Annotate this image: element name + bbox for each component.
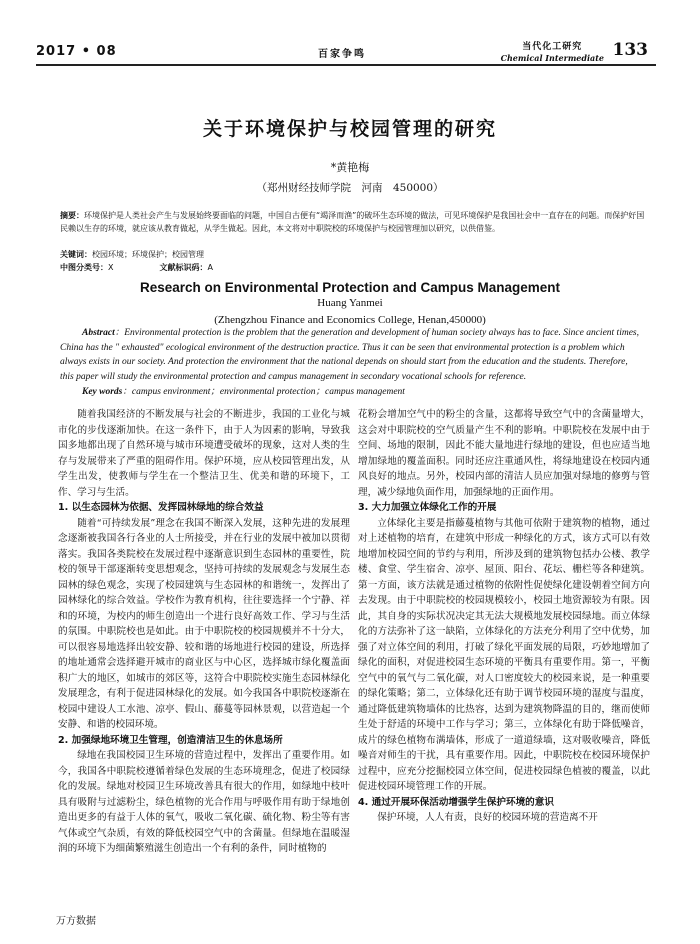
body-column-right xyxy=(358,407,650,826)
keywords-en xyxy=(82,383,642,397)
keywords-cn xyxy=(60,248,645,261)
section-heading-2: 2. 加强绿地环境卫生管理，创造清洁卫生的休息场所 xyxy=(58,734,283,746)
classification-line xyxy=(60,261,645,274)
keywords-en-text: ：campus environment；environmental protection；campus management xyxy=(122,387,405,397)
abstract-cn-text: 环境保护是人类社会产生与发展始终要面临的问题，中国自古便有“竭泽而渔”的破坏生态环境的做法，可见环境保护是我国社会中一直存在的问题。而保护好国民赖以生存的环境，就应该从教育做起，从学生做起。因此，本文将对中职院校的环境保护与校园管理加以研究，以供借鉴。 xyxy=(60,211,645,233)
section-heading-4: 4. 通过开展环保活动增强学生保护环境的意识 xyxy=(358,796,554,808)
journal-name-en: Chemical Intermediate xyxy=(500,53,604,63)
keywords-cn-text: 校园环境；环境保护；校园管理 xyxy=(92,250,204,259)
class-label: 中图分类号： xyxy=(60,263,108,272)
class-value: X xyxy=(108,263,114,272)
footer-source: 万方数据 xyxy=(56,916,96,927)
keywords-cn-label: 关键词： xyxy=(60,250,92,259)
header-rule xyxy=(36,64,656,66)
abstract-en-text: ：Environmental protection is the problem that the generation and development of human society always has to face. Since ancient times, China has the " exhausted" ecological environment of the destruction practice. Thus it can be seen that environmental protection is a problem which always exists in our society. And protection the environment that the national depends on should start from the education and the students. Therefore, this paper will study the environmental protection and campus management in secondary vocational schools for reference. xyxy=(60,328,639,382)
article-title-en: Research on Environmental Protection and Campus Management xyxy=(139,280,561,295)
section-heading-3: 3. 大力加强立体绿化工作的开展 xyxy=(358,502,497,513)
continued-paragraph: 花粉会增加空气中的粉尘的含量，这都将导致空气中的含菌量增大，这会对中职院校的空气质量产生不利的影响。中职院校在发展中由于空间、场地的限制，因此不能大量地进行绿地的建设，但也应适当地增加绿地的覆盖面积。同时还应注重通风性，将绿地建设在校园内通风良好的地点。另外，校园内部的清洁人员应加强对绿地的修剪与管理，减少绿地负面作用，加强绿地的正面作用。 xyxy=(358,409,650,498)
section-3-paragraph: 立体绿化主要是指藤蔓植物与其他可依附于建筑物的植物，通过对上述植物的培育，在建筑中形成一种绿化的方式，该方式可以有效地增加校园空间的节约与利用，所涉及到的建筑物包括办公楼、教学楼、食堂、学生宿舍、凉亭、屋顶、阳台、花坛、栅栏等各种建筑。第一方面，该方法就是通过植物的依附性促使绿化建设朝着空间方向去发现。由于中职院校的校园规模较小，校园土地资源较为有限。因此，其自身的实际状况决定其无法大规模地发展校园绿地。而立体绿化的方法弥补了这一缺陷，立体绿化的方法充分利用了空中优势，加强了对立体空间的利用，打破了绿化平面发展的局限，巧妙地增加了绿化的面积，对促进校园生态环境的平衡具有重要作用。第一，平衡空气中的氧气与二氧化碳，对人口密度较大的校园来说，是一种重要的绿化策略；第二，立体绿化还有助于调节校园环境的湿度与温度，通过降低建筑物墙体的比热容，达到为建筑物降温的目的，继而使师生处于舒适的环境中工作与学习；第三，立体绿化有助于降低噪音，成片的绿色植物布满墙体，形成了一道道绿墙，这对吸收噪音，降低噪音对师生的干扰，具有重要作用。因此，中职院校在校园环境保护过程中，应充分挖掘校园立体空间，促进校园绿色植被的覆盖，以此促进校园环境管理工作的开展。 xyxy=(358,517,650,792)
abstract-cn xyxy=(60,209,645,235)
author-cn: *黄艳梅 xyxy=(330,161,370,174)
author-en: Huang Yanmei xyxy=(317,297,383,309)
doc-code-value: A xyxy=(207,263,213,272)
section-2-paragraph: 绿地在我国校园卫生环境的营造过程中，发挥出了重要作用。如今，我国各中职院校遵循着绿色发展的生态环境理念，促进了校园绿化的发展。绿地对校园卫生环境改善具有很大的作用，如绿地中枝叶具有吸附与过滤粉尘，绿色植物的光合作用与呼吸作用有助于绿地创造出更多的有益于人体的氧气，吸收二氧化碳、硫化物、粉尘等有害气体或空气杂质，有效的降低校园空气中的含菌量。但绿地在温暖湿润的环境下为细菌繁殖滋生创造出一个有利的条件，同时植物的 xyxy=(58,750,350,854)
article-title-cn: 关于环境保护与校园管理的研究 xyxy=(202,118,497,140)
affiliation-cn: （郑州财经技师学院 河南 450000） xyxy=(256,182,444,194)
abstract-en xyxy=(60,326,640,384)
body-column-left xyxy=(58,407,350,857)
affiliation-en: (Zhengzhou Finance and Economics College, Henan,450000) xyxy=(214,314,486,326)
keywords-en-label: Key words xyxy=(82,387,123,397)
journal-name xyxy=(501,42,604,64)
doc-code-label: 文献标识码： xyxy=(159,263,208,272)
abstract-cn-label: 摘要： xyxy=(60,211,84,220)
section-1-paragraph: 随着“可持续发展”理念在我国不断深入发展，这种先进的发展理念逐渐被我国各行各业的人士所接受，并在行业的发展中被加以贯彻落实。我国各类院校在发展过程中逐渐意识到生态园林的重要性，院校的领导干部逐渐转变思想观念，坚持可持续的发展观念与发展生态园林的绿色观念，实现了校园建筑与生态园林的和谐统一，发挥出了园林绿化的综合效益。学校作为教育机构，往往要选择一个宁静、祥和的环境，为校内的师生创造出一个进行良好高效工作、学习与生活的氛围。中职院校也是如此。由于中职院校的校园规模并不十分大，可以很容易地选择出较安静、较和谐的场地进行校园的建设，所选择的地址通常会选择避开城市的商业区与中心区，选择城市绿化覆盖面积广大的地区，如城市的郊区等，这符合中职院校实施生态园林绿化发展理念，有利于促进园林绿化的发展。如今我国各中职院校逐渐在校园中建设人工水池、凉亭、假山、藤蔓等园林景观，以营造起一个安静、和谐的校园环境。 xyxy=(58,517,350,730)
section-name: 百家争鸣 xyxy=(318,49,366,60)
abstract-en-label: Abstract xyxy=(82,328,115,338)
issue-number: 2017 • 08 xyxy=(36,44,117,59)
page-number: 133 xyxy=(612,40,648,60)
journal-name-cn: 当代化工研究 xyxy=(522,42,583,52)
section-heading-1: 1. 以生态园林为依据、发挥园林绿地的综合效益 xyxy=(58,502,264,513)
section-4-paragraph: 保护环境，人人有责，良好的校园环境的营造离不开 xyxy=(377,812,598,823)
intro-paragraph: 随着我国经济的不断发展与社会的不断进步，我国的工业化与城市化的步伐逐渐加快。在这一条件下，由于人为因素的影响，导致我国多地都出现了自然环境与城市环境遭受破坏的现象，这对人类的生存与发展带来了严重的阻碍作用。保护环境，应从校园管理出发，从学生出发，使教师与学生在一个整洁卫生、优美和谐的环境下，工作、学习与生活。 xyxy=(58,409,350,498)
